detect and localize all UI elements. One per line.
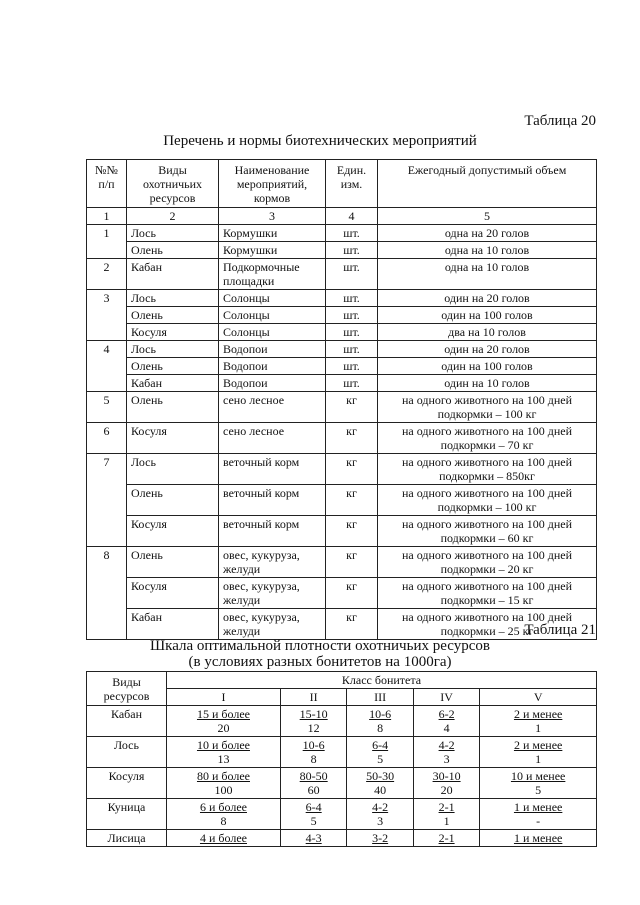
- header-cell: Наименование мероприятий, кормов: [219, 160, 326, 208]
- table-row: [87, 516, 597, 547]
- density-range: 15 и более: [196, 707, 250, 721]
- density-optimum: 1: [443, 814, 450, 828]
- table21-title-line2: (в условиях разных бонитетов на 1000га): [188, 654, 452, 670]
- table-row: [87, 609, 597, 640]
- table20-title: Перечень и нормы биотехнических мероприятий: [163, 133, 477, 149]
- density-optimum: 5: [310, 814, 317, 828]
- density-scale-table: [86, 671, 597, 847]
- column-number-cell: 5: [378, 208, 597, 225]
- table21-label: Таблица 21: [524, 622, 596, 638]
- volume-cell: один на 20 голов: [378, 290, 597, 307]
- density-cell: [167, 737, 281, 768]
- species-cell: Лось: [127, 225, 219, 242]
- header-row: [87, 672, 597, 689]
- unit-cell: шт.: [326, 242, 378, 259]
- species-cell: Куница: [87, 799, 167, 830]
- volume-cell: на одного животного на 100 дней подкормки – 15 кг: [378, 578, 597, 609]
- species-cell: Лось: [87, 737, 167, 768]
- species-cell: Олень: [127, 547, 219, 578]
- unit-cell: кг: [326, 392, 378, 423]
- unit-cell: шт.: [326, 225, 378, 242]
- density-cell: [347, 830, 413, 847]
- volume-cell: на одного животного на 100 дней подкормки – 850кг: [378, 454, 597, 485]
- unit-cell: шт.: [326, 290, 378, 307]
- volume-cell: на одного животного на 100 дней подкормки – 100 кг: [378, 392, 597, 423]
- column-number-cell: 3: [219, 208, 326, 225]
- density-cell: [413, 706, 479, 737]
- density-range: 30-10: [432, 769, 461, 783]
- density-optimum: 1: [535, 721, 542, 735]
- header-row: [87, 160, 597, 208]
- density-cell: [480, 799, 597, 830]
- species-cell: Косуля: [127, 423, 219, 454]
- density-range: 6-4: [372, 738, 389, 752]
- measure-cell: Водопои: [219, 358, 326, 375]
- table20-label: Таблица 20: [524, 113, 596, 129]
- table-row: [87, 799, 597, 830]
- table-row: [87, 375, 597, 392]
- row-number: 5: [87, 392, 127, 423]
- table-row: [87, 830, 597, 847]
- density-range: 4 и более: [199, 831, 247, 845]
- density-optimum: 13: [217, 752, 230, 766]
- volume-cell: один на 100 голов: [378, 358, 597, 375]
- table-row: [87, 485, 597, 516]
- density-range: 10-6: [369, 707, 392, 721]
- table-row: [87, 307, 597, 324]
- volume-cell: на одного животного на 100 дней подкормки – 60 кг: [378, 516, 597, 547]
- unit-cell: шт.: [326, 341, 378, 358]
- unit-cell: шт.: [326, 358, 378, 375]
- density-range: 2 и менее: [513, 707, 563, 721]
- column-number-row: [87, 208, 597, 225]
- measure-cell: веточный корм: [219, 516, 326, 547]
- measure-cell: Водопои: [219, 375, 326, 392]
- volume-cell: на одного животного на 100 дней подкормки – 20 кг: [378, 547, 597, 578]
- volume-cell: на одного животного на 100 дней подкормки – 25 кг: [378, 609, 597, 640]
- column-number-cell: 4: [326, 208, 378, 225]
- biotech-measures-table: [86, 159, 597, 640]
- density-optimum: 20: [217, 721, 230, 735]
- unit-cell: кг: [326, 485, 378, 516]
- density-cell: [347, 737, 413, 768]
- measure-cell: Солонцы: [219, 324, 326, 341]
- header-cell: Виды охотничьих ресурсов: [127, 160, 219, 208]
- measure-cell: Подкормочные площадки: [219, 259, 326, 290]
- table-row: [87, 578, 597, 609]
- volume-cell: одна на 10 голов: [378, 242, 597, 259]
- unit-cell: кг: [326, 454, 378, 485]
- volume-cell: один на 100 голов: [378, 307, 597, 324]
- species-header: Виды ресурсов: [87, 672, 167, 706]
- species-cell: Олень: [127, 242, 219, 259]
- table-row: [87, 225, 597, 242]
- density-optimum: 8: [377, 721, 384, 735]
- unit-cell: кг: [326, 547, 378, 578]
- species-cell: Косуля: [127, 516, 219, 547]
- table-row: [87, 341, 597, 358]
- volume-cell: на одного животного на 100 дней подкормки – 100 кг: [378, 485, 597, 516]
- density-optimum: 4: [443, 721, 450, 735]
- unit-cell: шт.: [326, 324, 378, 341]
- class-cell: IV: [413, 689, 479, 706]
- class-cell: I: [167, 689, 281, 706]
- table-row: [87, 737, 597, 768]
- species-cell: Лось: [127, 341, 219, 358]
- density-optimum: 100: [214, 783, 233, 797]
- row-number: 1: [87, 225, 127, 259]
- measure-cell: Кормушки: [219, 242, 326, 259]
- density-range: 6-2: [438, 707, 455, 721]
- density-cell: [413, 830, 479, 847]
- density-cell: [413, 799, 479, 830]
- unit-cell: шт.: [326, 375, 378, 392]
- density-range: 80-50: [299, 769, 328, 783]
- density-optimum: -: [536, 814, 541, 828]
- density-cell: [280, 768, 346, 799]
- measure-cell: овес, кукуруза, желуди: [219, 547, 326, 578]
- row-number: 4: [87, 341, 127, 392]
- species-cell: Олень: [127, 392, 219, 423]
- measure-cell: сено лесное: [219, 423, 326, 454]
- row-number: 8: [87, 547, 127, 640]
- density-cell: [413, 737, 479, 768]
- column-number-cell: 1: [87, 208, 127, 225]
- table-row: [87, 392, 597, 423]
- volume-cell: одна на 10 голов: [378, 259, 597, 290]
- table-row: [87, 423, 597, 454]
- density-optimum: 3: [443, 752, 450, 766]
- row-number: 6: [87, 423, 127, 454]
- table-row: [87, 706, 597, 737]
- species-cell: Кабан: [127, 609, 219, 640]
- species-cell: Косуля: [127, 578, 219, 609]
- measure-cell: сено лесное: [219, 392, 326, 423]
- species-cell: Кабан: [127, 375, 219, 392]
- density-range: 3-2: [372, 831, 389, 845]
- species-cell: Лось: [127, 290, 219, 307]
- density-range: 10 и менее: [510, 769, 566, 783]
- row-number: 3: [87, 290, 127, 341]
- density-cell: [347, 799, 413, 830]
- density-range: 80 и более: [196, 769, 250, 783]
- measure-cell: Солонцы: [219, 290, 326, 307]
- density-range: 4-2: [372, 800, 389, 814]
- unit-cell: кг: [326, 516, 378, 547]
- table-row: [87, 547, 597, 578]
- density-optimum: 8: [220, 814, 227, 828]
- density-cell: [480, 768, 597, 799]
- unit-cell: кг: [326, 609, 378, 640]
- density-cell: [480, 830, 597, 847]
- volume-cell: один на 10 голов: [378, 375, 597, 392]
- table21-title-line1: Шкала оптимальной плотности охотничьих ресурсов: [150, 638, 490, 654]
- density-range: 6-4: [305, 800, 322, 814]
- unit-cell: кг: [326, 578, 378, 609]
- density-range: 1 и менее: [513, 800, 563, 814]
- measure-cell: овес, кукуруза, желуди: [219, 578, 326, 609]
- density-cell: [280, 830, 346, 847]
- density-range: 6 и более: [199, 800, 247, 814]
- density-optimum: 12: [307, 721, 320, 735]
- class-cell: III: [347, 689, 413, 706]
- density-range: 2-1: [438, 831, 455, 845]
- species-cell: Кабан: [127, 259, 219, 290]
- density-cell: [413, 768, 479, 799]
- density-optimum: 5: [535, 783, 542, 797]
- table-row: [87, 324, 597, 341]
- measure-cell: Солонцы: [219, 307, 326, 324]
- density-cell: [167, 706, 281, 737]
- density-cell: [347, 768, 413, 799]
- volume-cell: одна на 20 голов: [378, 225, 597, 242]
- density-optimum: 8: [310, 752, 317, 766]
- header-cell: №№ п/п: [87, 160, 127, 208]
- density-cell: [480, 706, 597, 737]
- species-cell: Косуля: [87, 768, 167, 799]
- density-cell: [167, 768, 281, 799]
- volume-cell: один на 20 голов: [378, 341, 597, 358]
- measure-cell: веточный корм: [219, 485, 326, 516]
- density-range: 4-2: [438, 738, 455, 752]
- row-number: 2: [87, 259, 127, 290]
- table-row: [87, 259, 597, 290]
- table-row: [87, 290, 597, 307]
- density-cell: [167, 799, 281, 830]
- density-cell: [280, 737, 346, 768]
- table-row: [87, 768, 597, 799]
- density-cell: [167, 830, 281, 847]
- density-range: 15-10: [299, 707, 328, 721]
- density-optimum: 3: [377, 814, 384, 828]
- volume-cell: на одного животного на 100 дней подкормки – 70 кг: [378, 423, 597, 454]
- measure-cell: Водопои: [219, 341, 326, 358]
- density-optimum: 40: [374, 783, 387, 797]
- species-cell: Косуля: [127, 324, 219, 341]
- measure-cell: Кормушки: [219, 225, 326, 242]
- table-row: [87, 242, 597, 259]
- class-cell: II: [280, 689, 346, 706]
- density-range: 2-1: [438, 800, 455, 814]
- density-range: 10-6: [302, 738, 325, 752]
- density-range: 10 и более: [196, 738, 250, 752]
- unit-cell: шт.: [326, 307, 378, 324]
- measure-cell: овес, кукуруза, желуди: [219, 609, 326, 640]
- measure-cell: веточный корм: [219, 454, 326, 485]
- header-cell: Един. изм.: [326, 160, 378, 208]
- species-cell: Олень: [127, 307, 219, 324]
- density-cell: [280, 706, 346, 737]
- species-cell: Лисица: [87, 830, 167, 847]
- species-cell: Олень: [127, 485, 219, 516]
- table-row: [87, 358, 597, 375]
- density-optimum: 60: [307, 783, 320, 797]
- species-cell: Олень: [127, 358, 219, 375]
- unit-cell: шт.: [326, 259, 378, 290]
- density-optimum: 20: [440, 783, 453, 797]
- density-optimum: 1: [535, 752, 542, 766]
- density-range: 4-3: [305, 831, 322, 845]
- column-number-cell: 2: [127, 208, 219, 225]
- class-header: Класс бонитета: [167, 672, 597, 689]
- species-cell: Кабан: [87, 706, 167, 737]
- species-cell: Лось: [127, 454, 219, 485]
- row-number: 7: [87, 454, 127, 547]
- volume-cell: два на 10 голов: [378, 324, 597, 341]
- header-cell: Ежегодный допустимый объем: [378, 160, 597, 208]
- density-optimum: 5: [377, 752, 384, 766]
- density-cell: [280, 799, 346, 830]
- table-row: [87, 454, 597, 485]
- density-cell: [347, 706, 413, 737]
- density-range: 50-30: [366, 769, 395, 783]
- density-range: 1 и менее: [513, 831, 563, 845]
- density-cell: [480, 737, 597, 768]
- density-range: 2 и менее: [513, 738, 563, 752]
- class-cell: V: [480, 689, 597, 706]
- unit-cell: кг: [326, 423, 378, 454]
